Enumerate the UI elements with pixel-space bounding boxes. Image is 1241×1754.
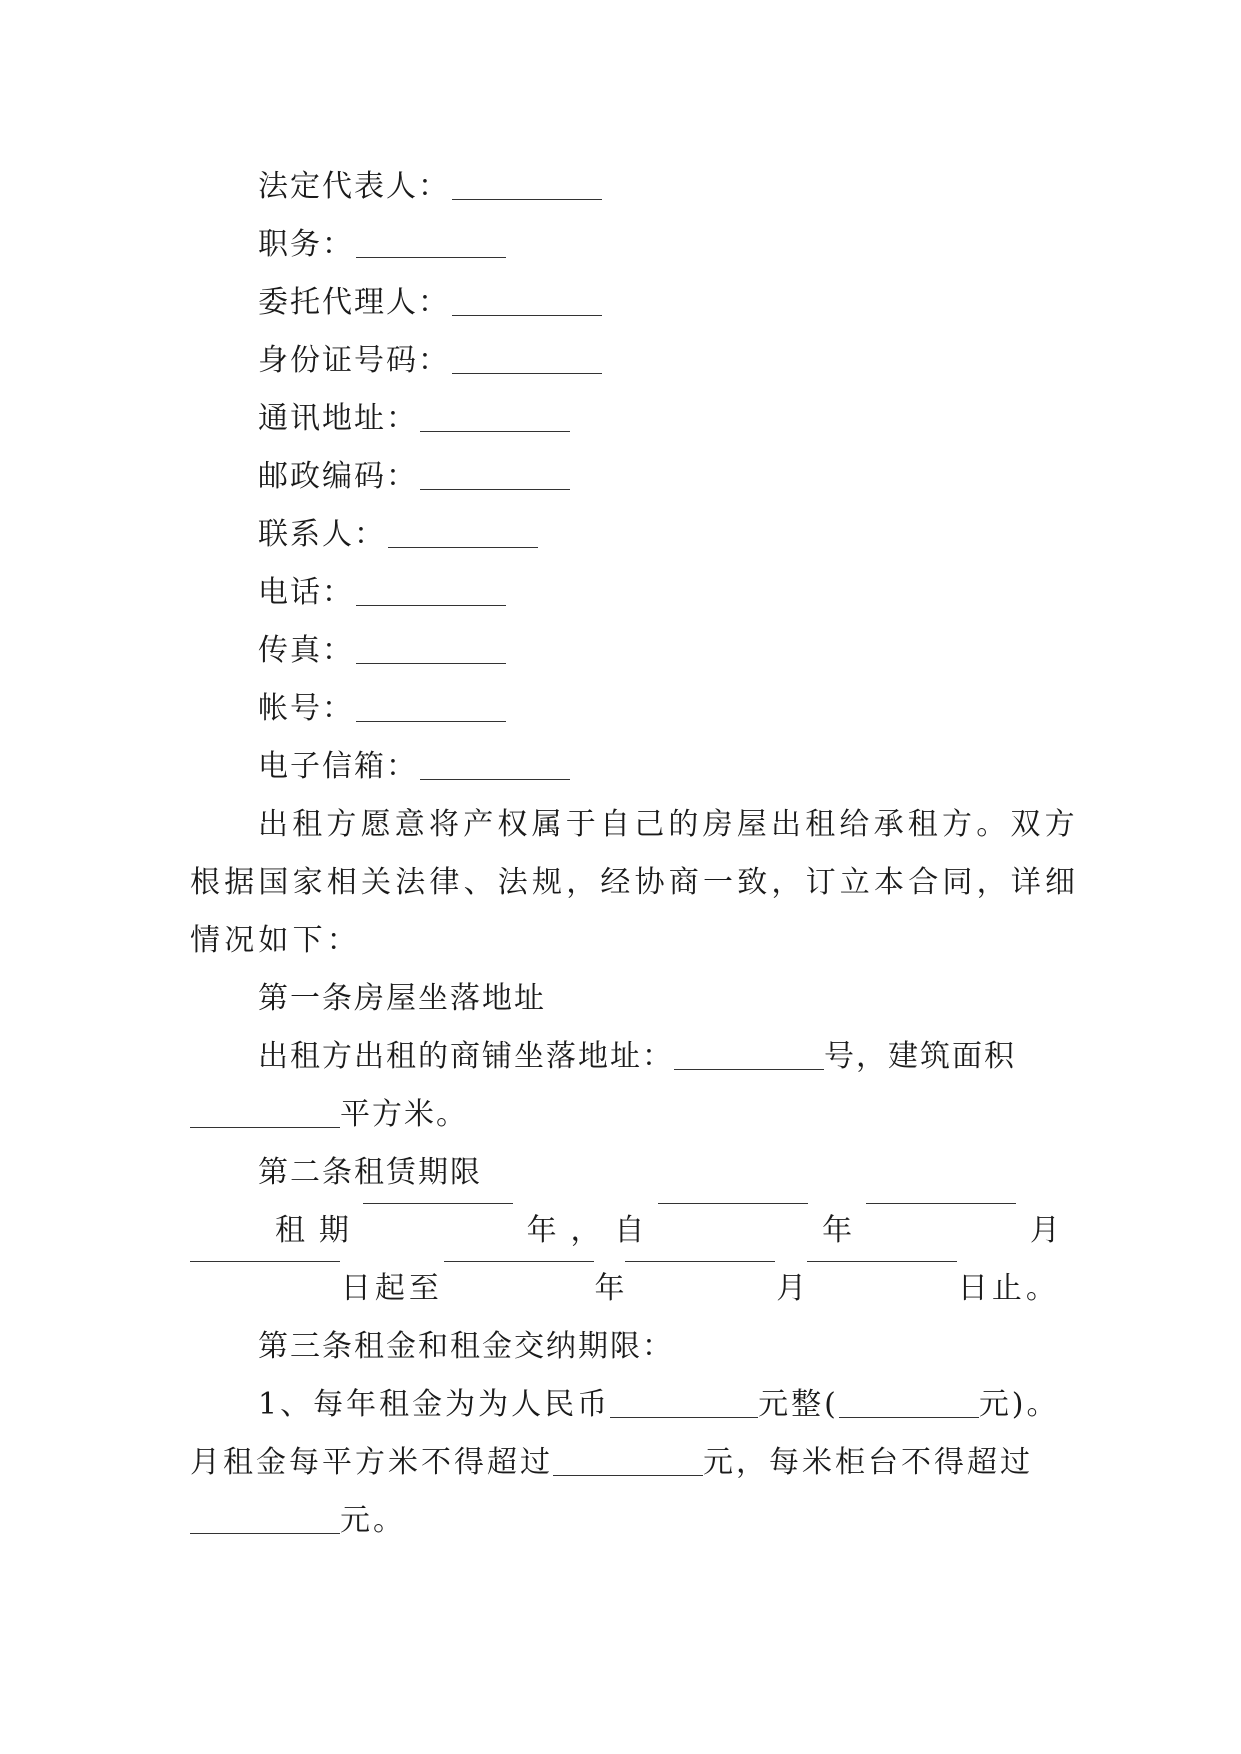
intro-line-3: 情况如下： bbox=[190, 923, 361, 958]
field-label: 联系人： bbox=[258, 517, 386, 552]
party-fields bbox=[190, 158, 1060, 796]
field-postcode bbox=[190, 448, 1060, 506]
article-3-item-1-end bbox=[190, 1492, 1060, 1550]
field-label: 法定代表人： bbox=[258, 169, 450, 204]
article-1-text bbox=[190, 1028, 1060, 1086]
intro-line-2: 根据国家相关法律、法规，经协商一致，订立本合同，详细 bbox=[190, 865, 1080, 900]
blank-line bbox=[363, 1202, 513, 1204]
blank-line bbox=[356, 604, 506, 606]
article-3-text-c: 元)。 bbox=[978, 1387, 1060, 1422]
article-1-text-cont bbox=[190, 1086, 1060, 1144]
blank-line bbox=[190, 1260, 340, 1262]
term-word: 期 bbox=[318, 1213, 349, 1248]
term-word: 年 bbox=[594, 1271, 625, 1306]
article-3-item-1-cont bbox=[190, 1434, 1060, 1492]
field-label: 职务： bbox=[258, 227, 354, 262]
blank-line bbox=[625, 1260, 775, 1262]
term-word: 日止。 bbox=[957, 1271, 1060, 1306]
intro-line-1: 出租方愿意将产权属于自己的房屋出租给承租方。双方 bbox=[258, 807, 1079, 842]
term-word: 年 bbox=[526, 1213, 557, 1248]
blank-line bbox=[190, 1532, 340, 1534]
blank-line bbox=[866, 1202, 1016, 1204]
blank-line bbox=[452, 314, 602, 316]
field-id-number bbox=[190, 332, 1060, 390]
blank-line bbox=[356, 720, 506, 722]
field-address bbox=[190, 390, 1060, 448]
blank-line bbox=[420, 778, 570, 780]
blank-line bbox=[553, 1474, 703, 1476]
blank-line bbox=[452, 198, 602, 200]
article-1-text-b: 号，建筑面积 bbox=[824, 1039, 1016, 1074]
intro-paragraph bbox=[190, 796, 1080, 970]
field-label: 电子信箱： bbox=[258, 749, 418, 784]
blank-line bbox=[420, 488, 570, 490]
term-word: 自 bbox=[614, 1213, 645, 1248]
field-label: 身份证号码： bbox=[258, 343, 450, 378]
article-3-heading: 第三条租金和租金交纳期限： bbox=[258, 1329, 674, 1364]
article-3-text-e: 元，每米柜台不得超过 bbox=[703, 1445, 1033, 1480]
article-2-line-1 bbox=[190, 1202, 1060, 1260]
article-2-heading: 第二条租赁期限 bbox=[258, 1155, 482, 1190]
article-3-text-b: 元整( bbox=[758, 1387, 839, 1422]
blank-line bbox=[807, 1260, 957, 1262]
field-label: 邮政编码： bbox=[258, 459, 418, 494]
field-label: 通讯地址： bbox=[258, 401, 418, 436]
field-fax bbox=[190, 622, 1060, 680]
field-agent bbox=[190, 274, 1060, 332]
field-phone bbox=[190, 564, 1060, 622]
article-3-text-f: 元。 bbox=[340, 1503, 406, 1538]
blank-line bbox=[444, 1260, 594, 1262]
field-label: 电话： bbox=[258, 575, 354, 610]
blank-line bbox=[420, 430, 570, 432]
field-contact bbox=[190, 506, 1060, 564]
field-position bbox=[190, 216, 1060, 274]
blank-line bbox=[610, 1416, 758, 1418]
blank-line bbox=[388, 546, 538, 548]
field-email bbox=[190, 738, 1060, 796]
article-1-heading: 第一条房屋坐落地址 bbox=[258, 981, 546, 1016]
article-2-line-2 bbox=[190, 1260, 1060, 1318]
term-word: 月 bbox=[776, 1271, 807, 1306]
term-word: 月 bbox=[1029, 1213, 1060, 1248]
term-word: 租 bbox=[275, 1213, 305, 1248]
blank-line bbox=[356, 662, 506, 664]
field-account bbox=[190, 680, 1060, 738]
article-3-text-a: 1、每年租金为为人民币 bbox=[258, 1387, 611, 1422]
blank-line bbox=[356, 256, 506, 258]
term-word: 年 bbox=[822, 1213, 853, 1248]
blank-line bbox=[190, 1126, 340, 1128]
document-content bbox=[190, 158, 1080, 1550]
article-3-text-d: 月租金每平方米不得超过 bbox=[190, 1445, 553, 1480]
blank-line bbox=[452, 372, 602, 374]
field-label: 帐号： bbox=[258, 691, 354, 726]
article-3-item-1 bbox=[190, 1376, 1060, 1434]
article-1-text-c: 平方米。 bbox=[340, 1097, 468, 1132]
blank-line bbox=[674, 1068, 824, 1070]
blank-line bbox=[839, 1416, 979, 1418]
term-word: 日起至 bbox=[340, 1271, 443, 1306]
article-1-text-a: 出租方出租的商铺坐落地址： bbox=[258, 1039, 674, 1074]
blank-line bbox=[658, 1202, 808, 1204]
term-word: ， bbox=[570, 1213, 601, 1248]
field-label: 委托代理人： bbox=[258, 285, 450, 320]
field-label: 传真： bbox=[258, 633, 354, 668]
field-legal-representative bbox=[190, 158, 1060, 216]
